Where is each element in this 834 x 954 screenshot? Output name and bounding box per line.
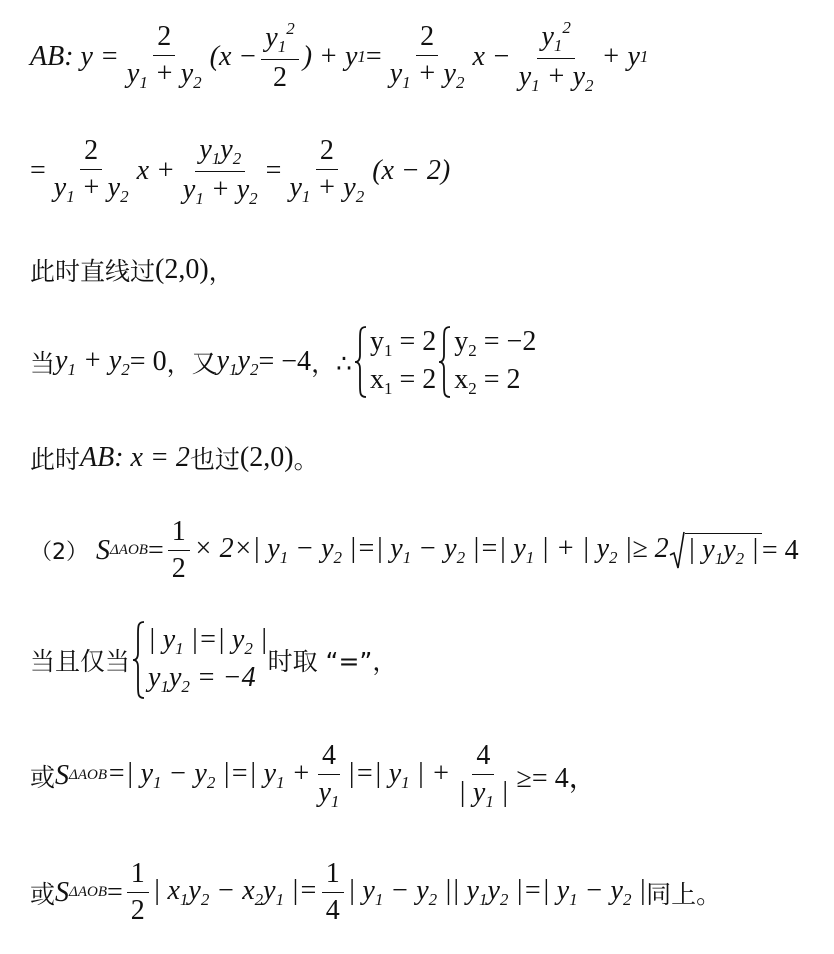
text: 当 — [30, 349, 56, 379]
fraction — [123, 21, 206, 93]
text: 也过 — [189, 445, 240, 474]
text: ，∴ — [311, 349, 352, 379]
text: = — [365, 40, 382, 72]
text: = — [30, 155, 46, 187]
equation-line-1: AB : y = $\frac{2}{y_1 + y_2}$ (x − $\frac{y_1^2}{2}$ ) + y 1 = $\frac{2}{y_1 + y_2}$ x − $\frac{y_1^2}{y_1 + y_2}$ + y 1 — [30, 18, 649, 95]
text: + y — [601, 40, 640, 72]
text: S — [96, 534, 110, 566]
text: 或 — [30, 879, 56, 909]
numerator: 2 — [316, 135, 338, 170]
equation-line-2 — [30, 134, 450, 208]
numerator: $y_1^2$ — [537, 18, 574, 59]
text: x + — [136, 155, 175, 187]
text: (x − 2) — [372, 155, 451, 187]
fraction — [285, 135, 368, 207]
fraction — [386, 21, 469, 93]
denominator: | $y_1$ | — [458, 777, 509, 812]
fraction — [168, 516, 190, 585]
text: 当且仅当 — [30, 647, 131, 676]
equation-line-9: 或 S ΔAOB = $\frac{1}{2}$ | $x_1y_2 - x_2y_1$ |= $\frac{1}{4}$ | $y_1 - y_2$ || $y_1y_2$ |=| $y_1 - y_2$ | 同上。 — [30, 858, 722, 927]
math: $y_1y_2$ — [216, 344, 259, 379]
system: $y_1 = 2$ $x_1 = 2$ — [369, 326, 437, 399]
numerator: 2 — [153, 21, 175, 56]
fraction — [261, 19, 298, 94]
numerator: 4 — [472, 740, 494, 775]
text-line-5 — [30, 440, 319, 476]
denominator: $y_1 + y_2$ — [126, 57, 202, 92]
equation-line-8: 或 S ΔAOB =| $y_1 - y_2$ |=| $y_1$ + $\frac{4}{y_1}$ |=| $y_1$ | + $\frac{4}{| y_1 |}$ ≥= 4， — [30, 740, 597, 812]
math: =| $y_1 - y_2$ |=| $y_1$ + — [106, 758, 311, 793]
numerator: 1 — [322, 858, 344, 893]
system: $y_2 = -2$ $x_2 = 2$ — [454, 326, 537, 399]
text: ) + y — [302, 40, 358, 72]
fraction — [515, 18, 598, 95]
text: AB — [30, 40, 65, 72]
fraction — [454, 740, 512, 812]
numerator: 2 — [80, 135, 102, 170]
equation-line-6: （2） S ΔAOB = $\frac{1}{2}$ × 2×| $y_1 - y_2$ |=| $y_1 - y_2$ |=| $y_1$ | + | $y_2$ |≥ 2 | $y_1y_2$ | = 4 — [30, 516, 799, 585]
numerator: 1 — [127, 858, 149, 893]
text: x − — [472, 40, 511, 72]
numerator: 4 — [318, 740, 340, 775]
text: 同上。 — [646, 879, 722, 909]
left-brace-icon — [438, 325, 452, 399]
denominator: $y_1 + y_2$ — [53, 172, 129, 207]
denominator: $y_1 + y_2$ — [389, 57, 465, 92]
text: ，又 — [166, 349, 217, 379]
fraction — [322, 858, 344, 927]
denominator: $y_1 + y_2$ — [182, 173, 258, 208]
math: | $y_1 - y_2$ || $y_1y_2$ |=| $y_1 - y_2$ | — [347, 875, 647, 910]
text: (2,0) — [155, 254, 209, 285]
numerator: 2 — [416, 21, 438, 56]
denominator: 2 — [273, 61, 288, 93]
denominator: 4 — [325, 895, 340, 927]
text: S — [55, 759, 70, 791]
fraction — [314, 740, 343, 812]
text: 或 — [30, 762, 56, 792]
text: 此时 — [30, 445, 81, 474]
text: ≥= 4， — [516, 762, 597, 794]
text: = 4 — [761, 534, 799, 566]
fraction — [179, 134, 262, 208]
denominator: $y_1$ — [318, 777, 340, 812]
denominator: 2 — [171, 553, 186, 585]
denominator: 2 — [130, 895, 145, 927]
sqrt: | $y_1y_2$ | — [669, 531, 762, 571]
math: $y_1 + y_2$ — [55, 344, 130, 379]
math: | $x_1y_2 - x_2y_1$ |= — [152, 875, 318, 910]
text: = — [147, 534, 164, 566]
text: 此时直线过 — [30, 257, 156, 286]
text: : y = — [64, 40, 119, 72]
denominator: $y_1 + y_2$ — [518, 60, 594, 95]
math: |=| $y_1$ | + — [347, 758, 451, 793]
text-line-3 — [30, 252, 234, 288]
text: = — [106, 876, 123, 908]
text: : x = 2 — [114, 442, 190, 473]
text: ， — [208, 257, 234, 286]
numerator: 1 — [168, 516, 190, 551]
numerator: $y_1y_2$ — [195, 134, 245, 172]
left-brace-icon — [132, 620, 146, 700]
text: S — [55, 876, 70, 908]
text-line-4 — [30, 324, 536, 400]
denominator: $y_1 + y_2$ — [289, 172, 365, 207]
text: = −4 — [258, 346, 312, 378]
text: (2,0) — [239, 442, 294, 473]
system: | $y_1$ |=| $y_2$ | $y_1y_2 = -4$ — [148, 623, 268, 696]
text: (x − — [209, 40, 258, 72]
text: 时取 “=”， — [267, 647, 398, 676]
text: AB — [80, 442, 115, 473]
math: × 2×| $y_1 - y_2$ |=| $y_1 - y_2$ |=| $y_1$ | + | $y_2$ |≥ 2 — [193, 533, 669, 568]
text: 。 — [293, 445, 319, 474]
item-number: （2） — [30, 540, 88, 566]
fraction — [50, 135, 133, 207]
text: = 0 — [129, 346, 167, 378]
text: = — [265, 155, 282, 187]
left-brace-icon — [354, 325, 368, 399]
text-line-7 — [30, 620, 397, 700]
fraction — [127, 858, 149, 927]
numerator: $y_1^2$ — [261, 19, 298, 60]
